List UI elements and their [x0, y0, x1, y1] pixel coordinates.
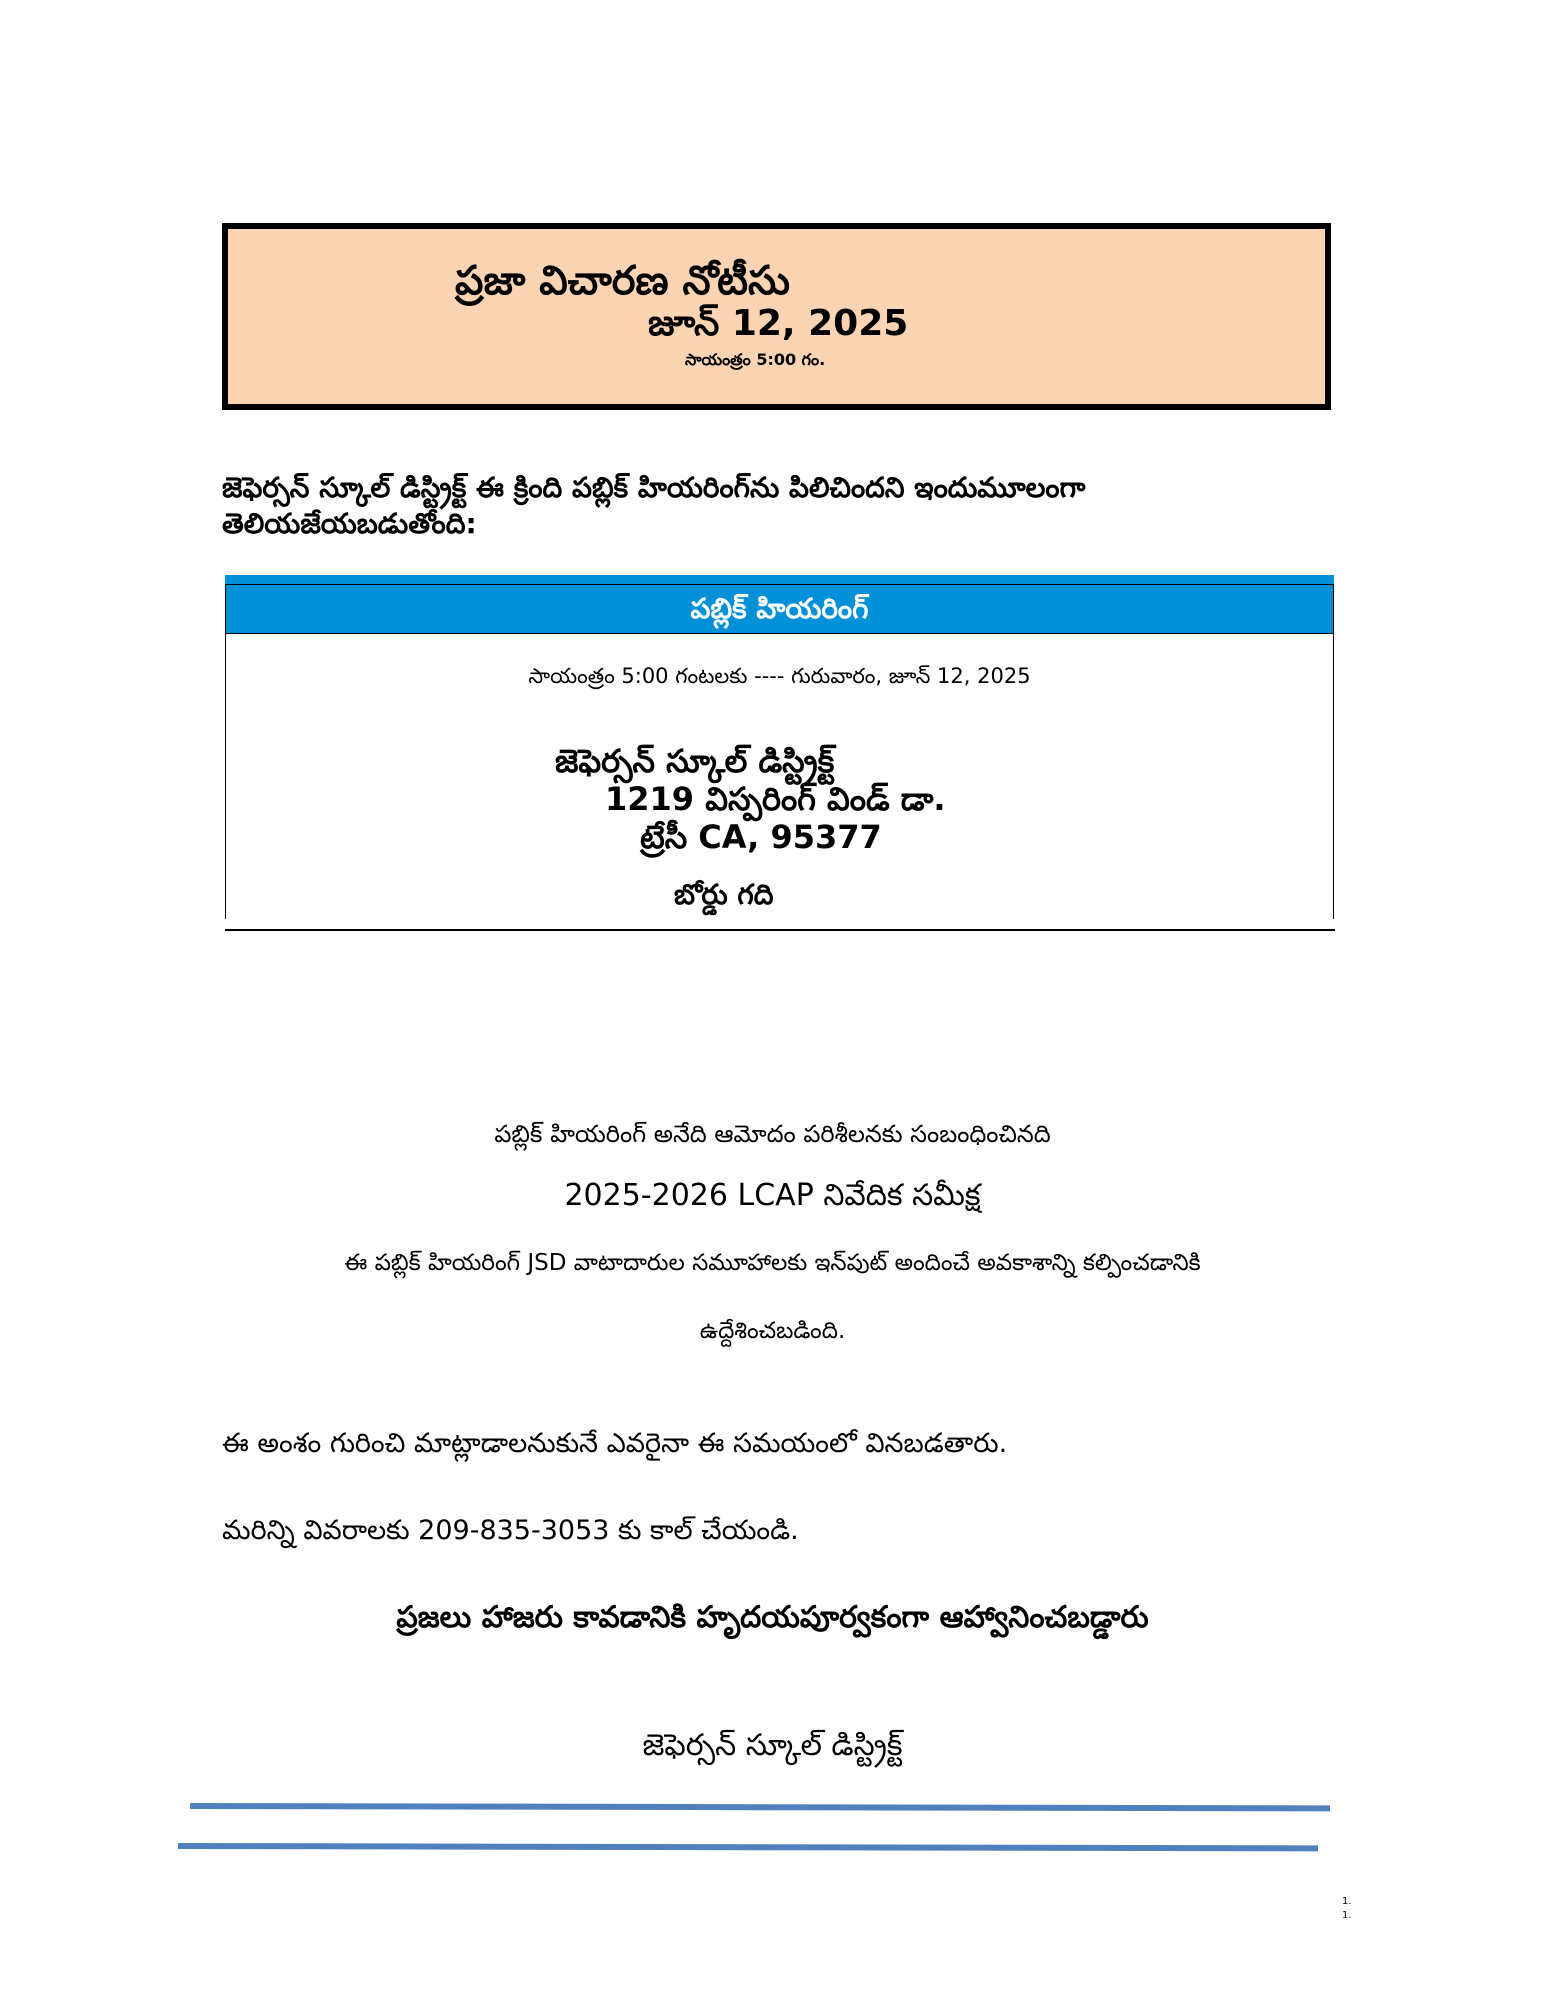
- subject-text: 2025-2026 LCAP నివేదిక సమీక్ష: [564, 1178, 981, 1213]
- purpose-text: పబ్లిక్ హియరింగ్ అనేది ఆమోదం పరిశీలనకు సంబంధించినది: [494, 1120, 1051, 1148]
- invitation-text: ప్రజలు హాజరు కావడానికి హృదయపూర్వకంగా ఆహ్వానించబడ్డారు: [396, 1600, 1149, 1635]
- hearing-when: సాయంత్రం 5:00 గంటలకు ---- గురువారం, జూన్ 12, 2025: [528, 664, 1031, 688]
- notice-date: జూన్ 12, 2025: [648, 303, 909, 344]
- address-line-2: 1219 విస్పరింగ్ విండ్ డా.: [605, 780, 946, 818]
- hearing-bottom-border: [225, 929, 1335, 931]
- notice-time: సాయంత్రం 5:00 గం.: [685, 350, 826, 369]
- speakers-text: ఈ అంశం గురించి మాట్లాడాలనుకునే ఎవరైనా ఈ సమయంలో వినబడతారు.: [222, 1428, 1008, 1459]
- hearing-top-bar: [225, 575, 1334, 584]
- hearing-heading: పబ్లిక్ హియరింగ్: [226, 585, 1333, 634]
- divider-rule-2: [178, 1843, 1318, 1851]
- contact-text: మరిన్ని వివరాలకు 209-835-3053 కు కాల్ చేయండి.: [222, 1515, 799, 1546]
- divider-rule-1: [190, 1803, 1330, 1811]
- footnote-2: 1.: [1342, 1910, 1352, 1921]
- intent-text-line-2: ఉద్దేశించబడింది.: [699, 1318, 846, 1344]
- address-room: బోర్డు గది: [674, 878, 774, 911]
- footnote-1: 1.: [1342, 1896, 1352, 1907]
- intent-text-line-1: ఈ పబ్లిక్ హియరింగ్ JSD వాటాదారుల సమూహాలకు ఇన్‌పుట్ అందించే అవకాశాన్ని కల్పించడానికి: [344, 1250, 1201, 1276]
- address-line-3: ట్రేసీ CA, 95377: [640, 818, 882, 856]
- address-line-1: జెఫెర్సన్ స్కూల్ డిస్ట్రిక్ట్: [555, 742, 835, 780]
- signature-text: జెఫెర్సన్ స్కూల్ డిస్ట్రిక్ట్: [642, 1728, 903, 1763]
- notice-title: ప్రజా విచారణ నోటీసు: [455, 258, 790, 304]
- intro-paragraph: జెఫెర్సన్ స్కూల్ డిస్ట్రిక్ట్ ఈ క్రింది పబ్లిక్ హియరింగ్‌ను పిలిచిందని ఇందుమూలంగా తెలియజేయబడుతోంది:: [222, 471, 1086, 540]
